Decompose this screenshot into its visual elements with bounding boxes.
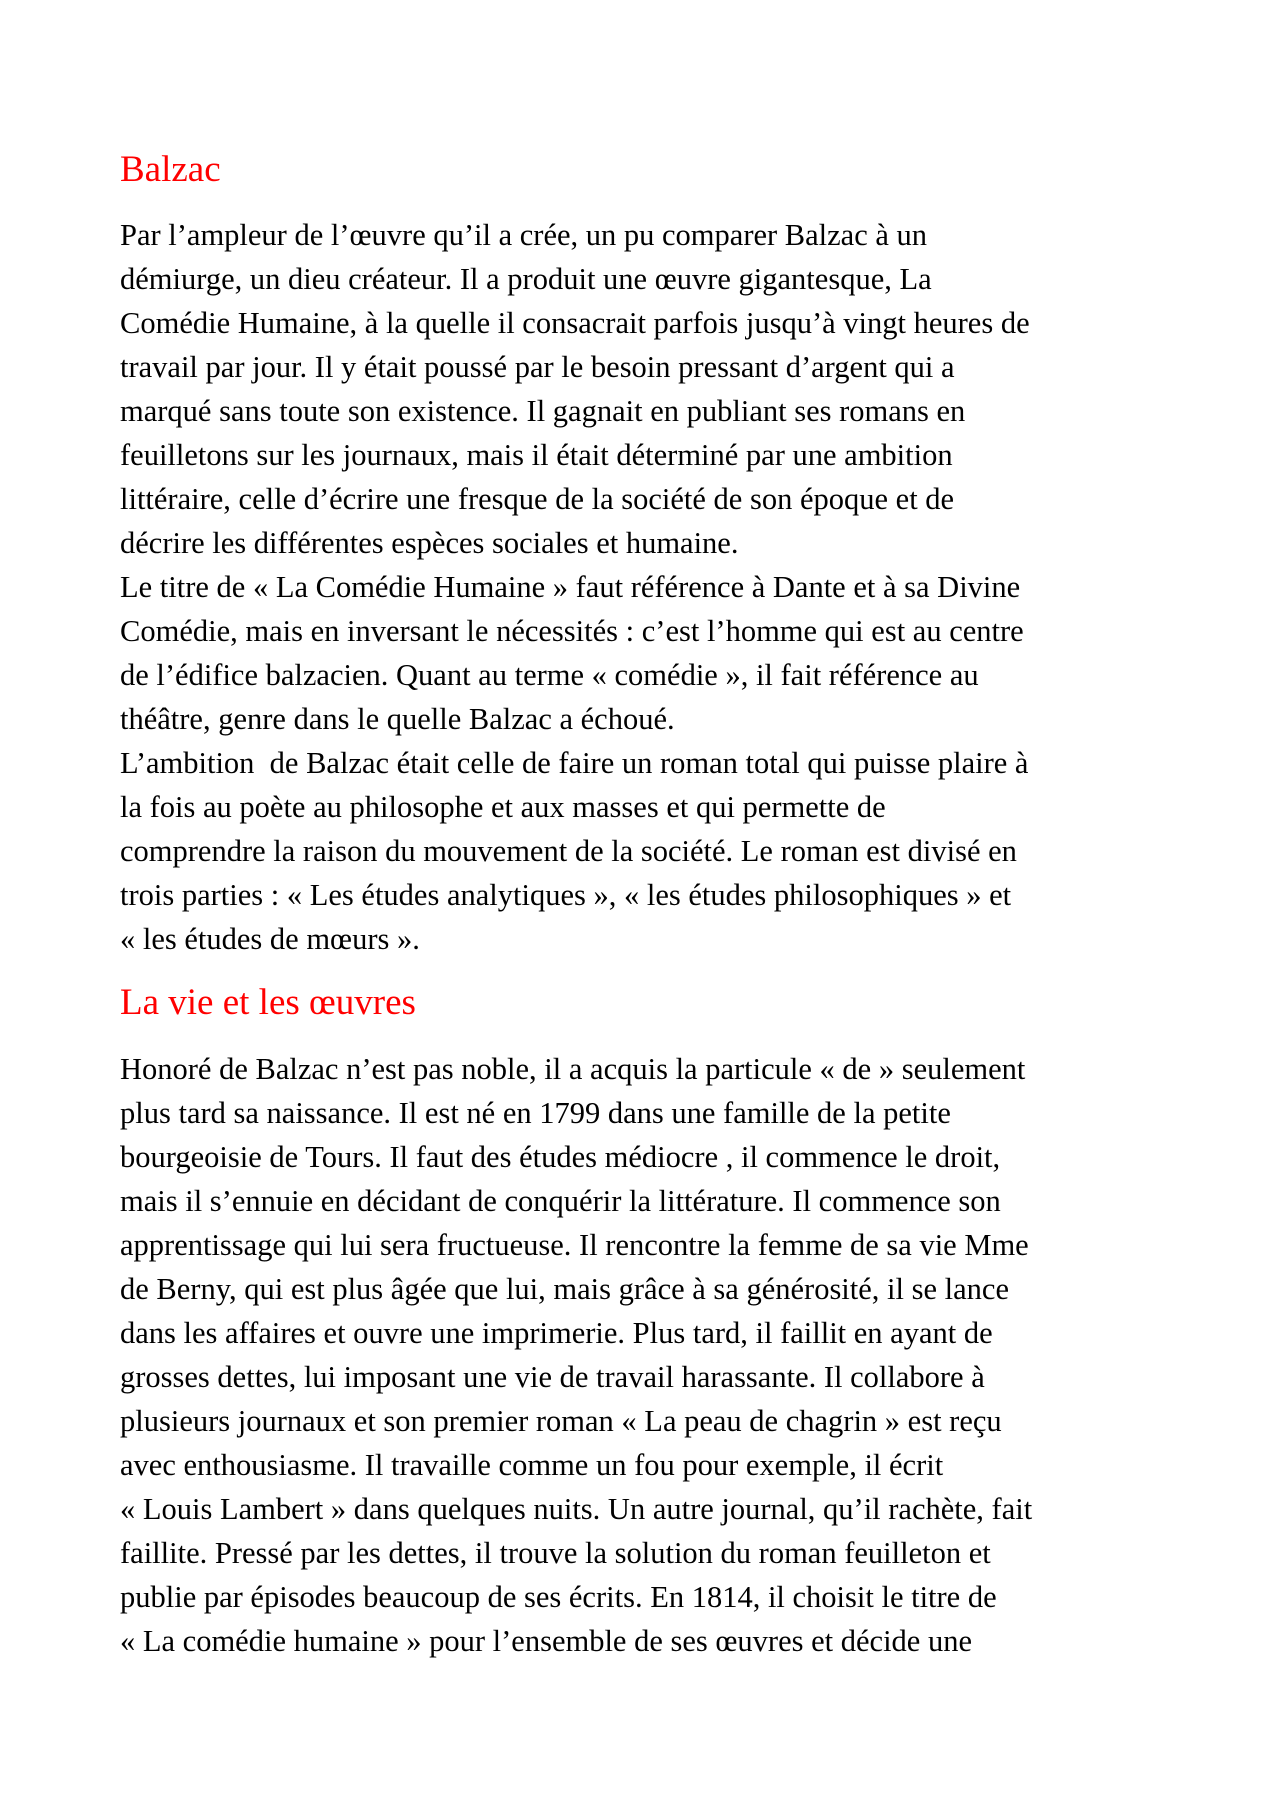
paragraph: Honoré de Balzac n’est pas noble, il a acquis la particule « de » seulement plus tard sa naissance. Il est né en 1799 dans une famille de la petite bourgeoisie de Tours. Il faut des études médiocre , il commence le droit, mais il s’ennuie en décidant de conquérir la littérature. Il commence son apprentissage qui lui sera fructueuse. Il rencontre la femme de sa vie Mme de Berny, qui est plus âgée que lui, mais grâce à sa générosité, il se lance dans les affaires et ouvre une imprimerie. Plus tard, il faillit en ayant de grosses dettes, lui imposant une vie de travail harassante. Il collabore à plusieurs journaux et son premier roman « La peau de chagrin » est reçu avec enthousiasme. Il travaille comme un fou pour exemple, il écrit « Louis Lambert » dans quelques nuits. Un autre journal, qu’il rachète, fait faillite. Pressé par les dettes, il trouve la solution du roman feuilleton et publie par épisodes beaucoup de ses écrits. En 1814, il choisit le titre de « La comédie humaine » pour l’ensemble de ses œuvres et décide une — [120, 1051, 1033, 1658]
section-balzac — [120, 148, 1180, 961]
paragraph: Le titre de « La Comédie Humaine » faut référence à Dante et à sa Divine Comédie, mais en inversant le nécessités : c’est l’homme qui est au centre de l’édifice balzacien. Quant au terme « comédie », il fait référence au théâtre, genre dans le quelle Balzac a échoué. — [120, 570, 1024, 737]
paragraph: L’ambition de Balzac était celle de faire un roman total qui puisse plaire à la fois au poète au philosophe et aux masses et qui permette de comprendre la raison du mouvement de la société. Le roman est divisé en trois parties : « Les études analytiques », « les études philosophiques » et « les études de mœurs ». — [120, 746, 1029, 957]
document-content — [120, 148, 1180, 1663]
paragraph: Par l’ampleur de l’œuvre qu’il a crée, un pu comparer Balzac à un démiurge, un dieu créateur. Il a produit une œuvre gigantesque, La Comédie Humaine, à la quelle il consacrait parfois jusqu’à vingt heures de travail par jour. Il y était poussé par le besoin pressant d’argent qui a marqué sans toute son existence. Il gagnait en publiant ses romans en feuilletons sur les journaux, mais il était déterminé par une ambition littéraire, celle d’écrire une fresque de la société de son époque et de décrire les différentes espèces sociales et humaine. — [120, 218, 1030, 561]
section-vie-oeuvres — [120, 981, 1180, 1662]
section-heading: La vie et les œuvres — [120, 982, 416, 1024]
section-heading: Balzac — [120, 149, 221, 190]
